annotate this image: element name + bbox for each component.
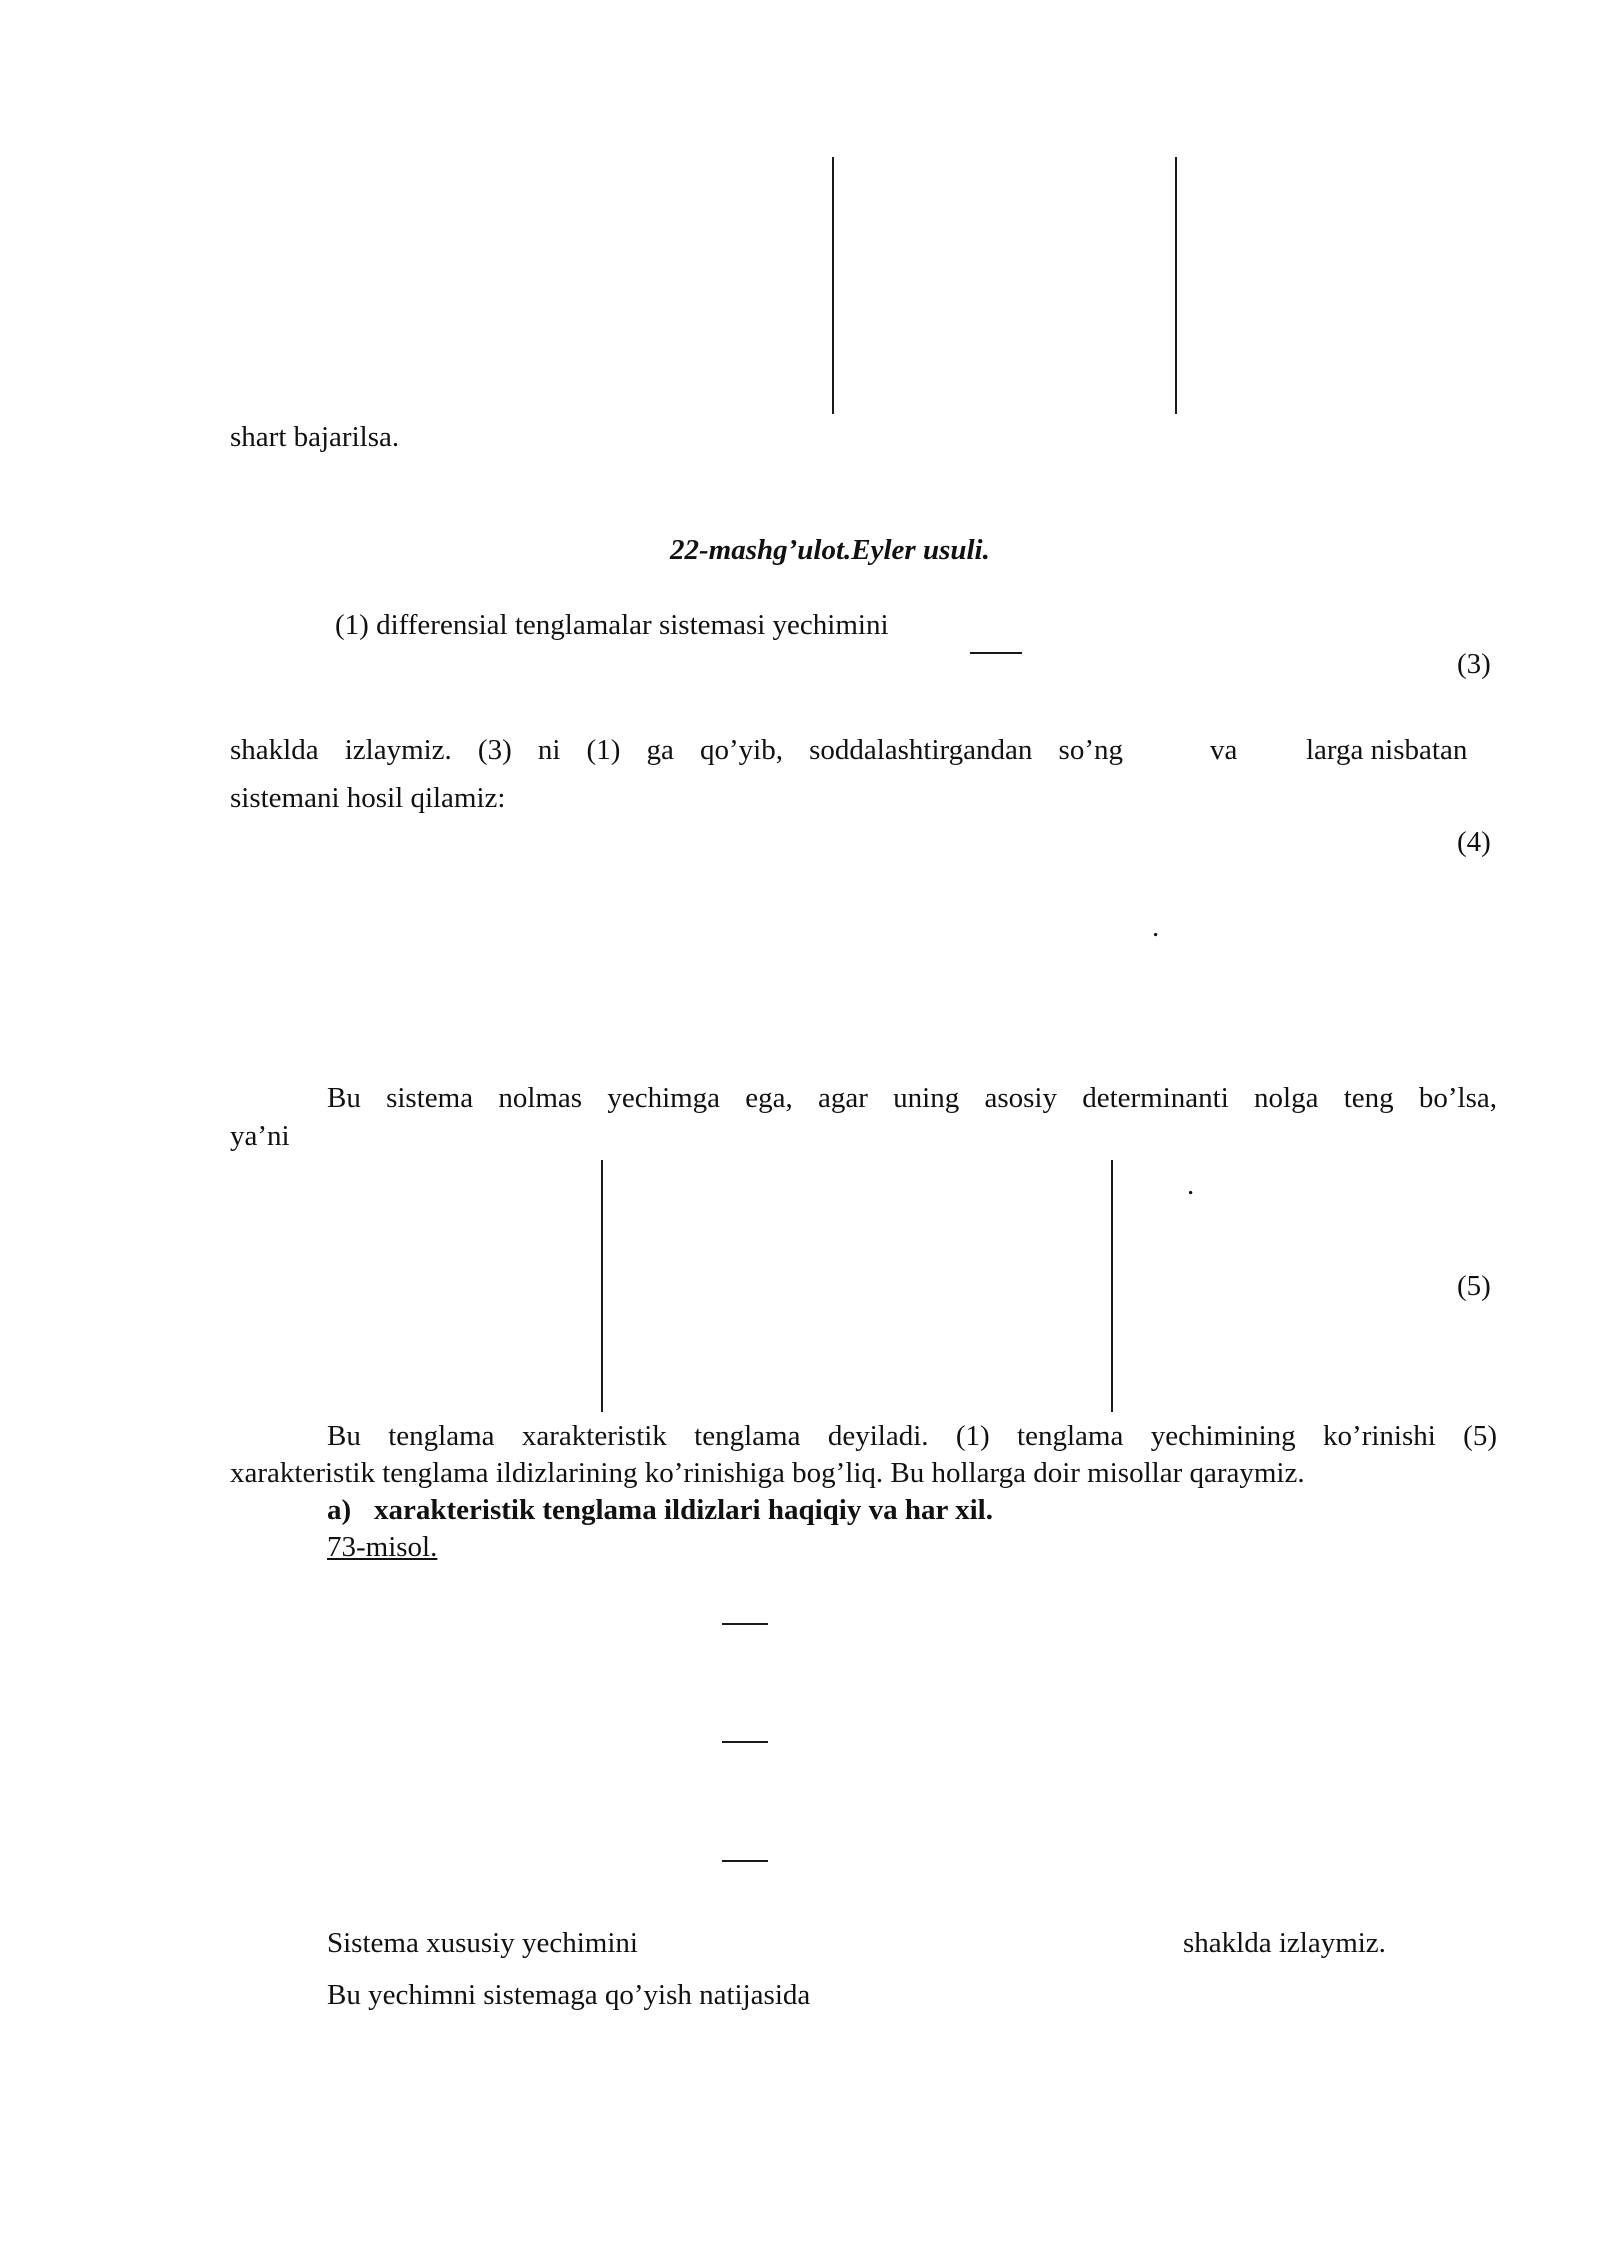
para3-line2: ya’ni: [230, 1120, 290, 1152]
para2-part3: larga nisbatan: [1306, 734, 1468, 766]
equation-label-3: (3): [1457, 648, 1491, 680]
para4-line2: xarakteristik tenglama ildizlarining ko’rinishiga bog’liq. Bu hollarga doir misollar qaraymiz.: [230, 1457, 1305, 1489]
determinant-bar-right-mid: [1111, 1160, 1113, 1412]
para1-text: (1) differensial tenglamalar sistemasi yechimini: [335, 609, 889, 641]
para2-line2: sistemani hosil qilamiz:: [230, 782, 506, 814]
para4-line1: Bu tenglama xarakteristik tenglama deyiladi. (1) tenglama yechimining ko’rinishi (5): [327, 1420, 1497, 1452]
para6-text: Bu yechimni sistemaga qo’yish natijasida: [327, 1979, 811, 2011]
fraction-bar-para1: [970, 652, 1022, 654]
example-label: 73-misol.: [327, 1531, 438, 1563]
section-title: 22-mashg’ulot.Eyler usuli.: [670, 534, 990, 566]
determinant-bar-left-mid: [601, 1160, 603, 1412]
shart-line: shart bajarilsa.: [230, 421, 400, 453]
fraction-bar-eq3: [722, 1860, 768, 1862]
para2-va: va: [1210, 734, 1238, 766]
equation-label-4: (4): [1457, 826, 1491, 858]
case-a-marker: a): [327, 1494, 352, 1526]
fraction-bar-eq2: [722, 1741, 768, 1743]
para5-part2: shaklda izlaymiz.: [1183, 1927, 1386, 1959]
para2-part1: shaklda izlaymiz. (3) ni (1) ga qo’yib, soddalashtirgandan so’ng: [230, 734, 1123, 766]
fraction-bar-eq1: [722, 1623, 768, 1625]
determinant-bar-right-top: [1175, 157, 1177, 414]
equation-label-5: (5): [1457, 1270, 1491, 1302]
para5-part1: Sistema xususiy yechimini: [327, 1927, 638, 1959]
case-a-text: xarakteristik tenglama ildizlari haqiqiy va har xil.: [374, 1494, 993, 1526]
dot-after-system: .: [1152, 911, 1160, 943]
dot-after-determinant: .: [1187, 1169, 1195, 1201]
para3-line1: Bu sistema nolmas yechimga ega, agar uning asosiy determinanti nolga teng bo’lsa,: [327, 1082, 1497, 1114]
determinant-bar-left-top: [832, 157, 834, 414]
